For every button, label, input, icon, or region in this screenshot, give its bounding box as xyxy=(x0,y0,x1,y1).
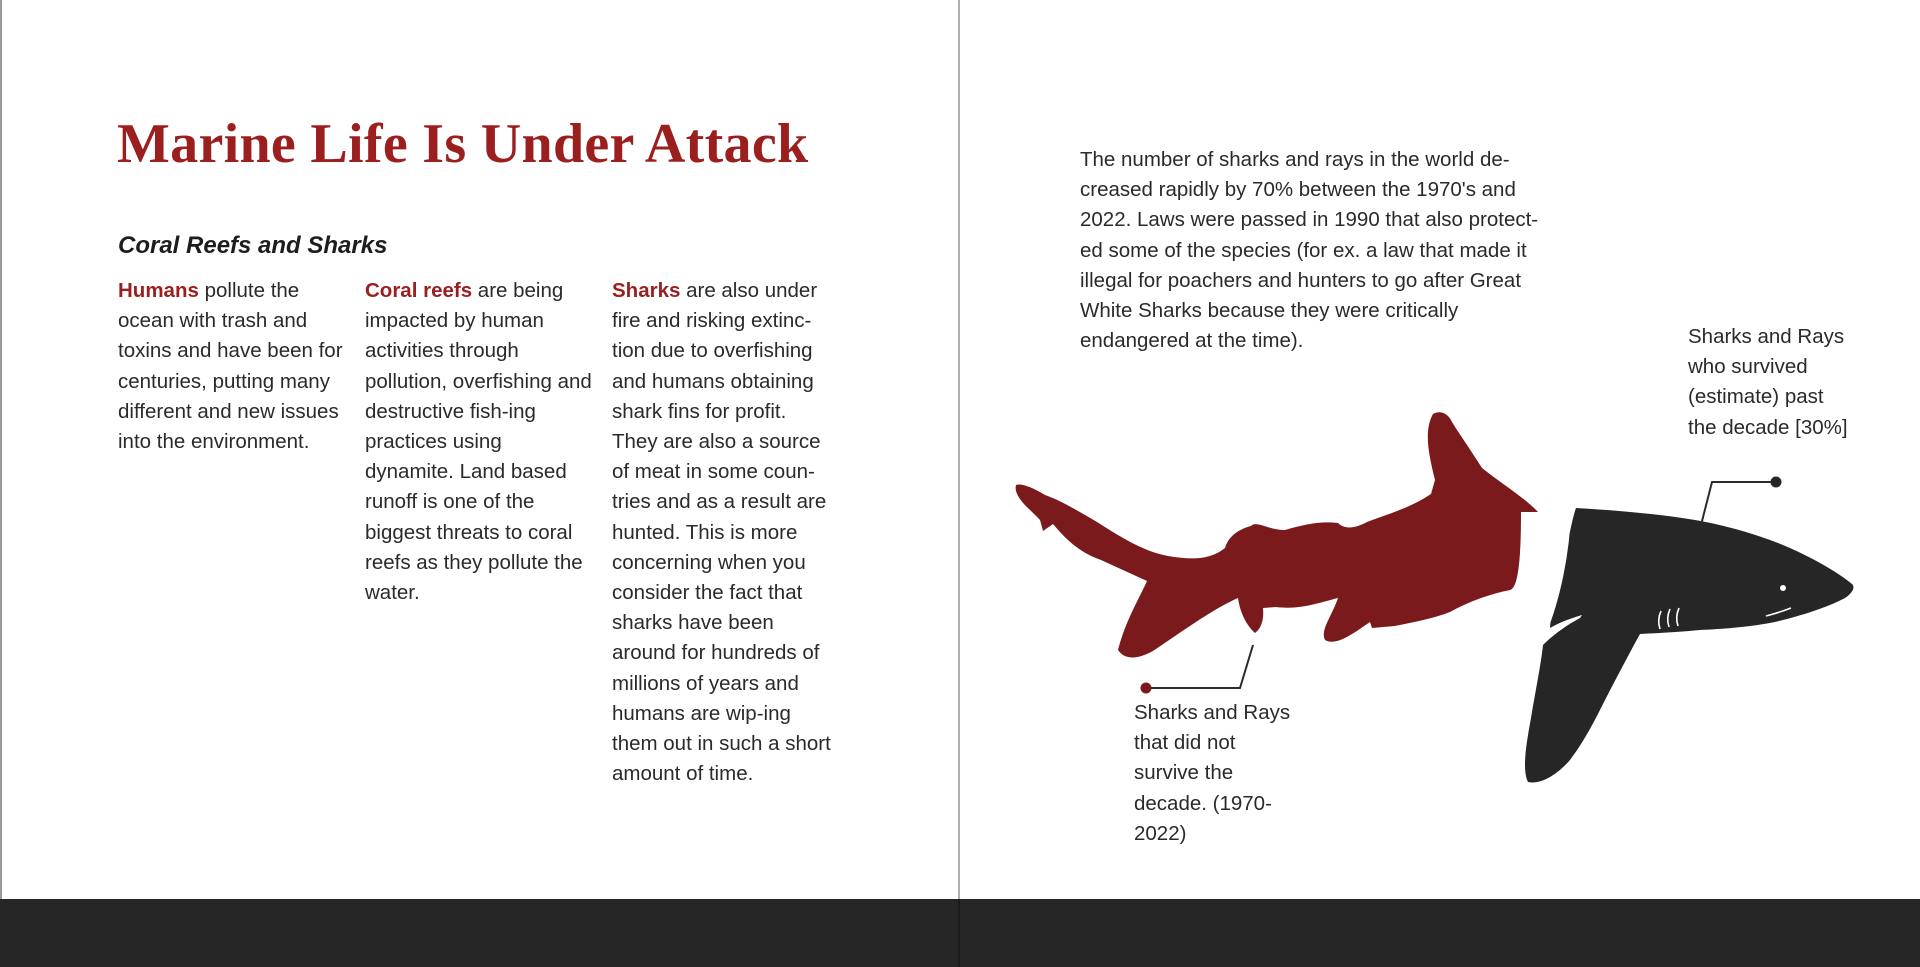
infographic-intro: The number of sharks and rays in the world de-creased rapidly by 70% between the 1970's and 2022. Laws were passed in 1990 that also protect-ed some of the species (for ex. a law that made it illegal for poachers and hunters to go after Great White Sharks because they were critically endangered at the time). xyxy=(1080,148,1539,353)
callout-line-not-survived xyxy=(1147,645,1253,688)
shark-declined-portion xyxy=(1016,412,1538,657)
not-survived-label: Sharks and Rays that did not survive the decade. (1970- 2022) xyxy=(1134,701,1291,845)
page-title: Marine Life Is Under Attack xyxy=(117,113,809,175)
section-subtitle: Coral Reefs and Sharks xyxy=(118,232,388,259)
shark-eye xyxy=(1780,585,1786,591)
survived-label: Sharks and Rays who survived (estimate) past the decade [30%] xyxy=(1688,325,1848,439)
column-text-sharks: are also under fire and risking extinc-tion due to overfishing and humans obtaining shark fins for profit. They are also a source of meat in some coun-tries and as a result are hunted. This is more concerning when you consider the fact that sharks have been around for hundreds of millions of years and humans are wip-ing them out in such a short amount of time. xyxy=(612,279,831,786)
callout-dot-survived xyxy=(1771,477,1782,488)
lead-word-coral-reefs: Coral reefs xyxy=(365,279,473,302)
lead-word-humans: Humans xyxy=(118,279,199,302)
callout-line-survived xyxy=(1700,482,1776,529)
column-text-coral-reefs: are being impacted by human activities through pollution, overfishing and destructive fish-ing practices using dynamite. Land based runoff is one of the biggest threats to coral reefs as they pollute the water. xyxy=(365,279,592,605)
lead-word-sharks: Sharks xyxy=(612,279,681,302)
column-text-humans: pollute the ocean with trash and toxins and have been for centuries, putting many different and new issues into the environment. xyxy=(118,279,343,454)
footer-band-seam xyxy=(958,899,960,967)
callout-dot-not-survived xyxy=(1141,683,1152,694)
footer-band xyxy=(0,899,1920,967)
shark-survived-portion xyxy=(1525,508,1853,783)
